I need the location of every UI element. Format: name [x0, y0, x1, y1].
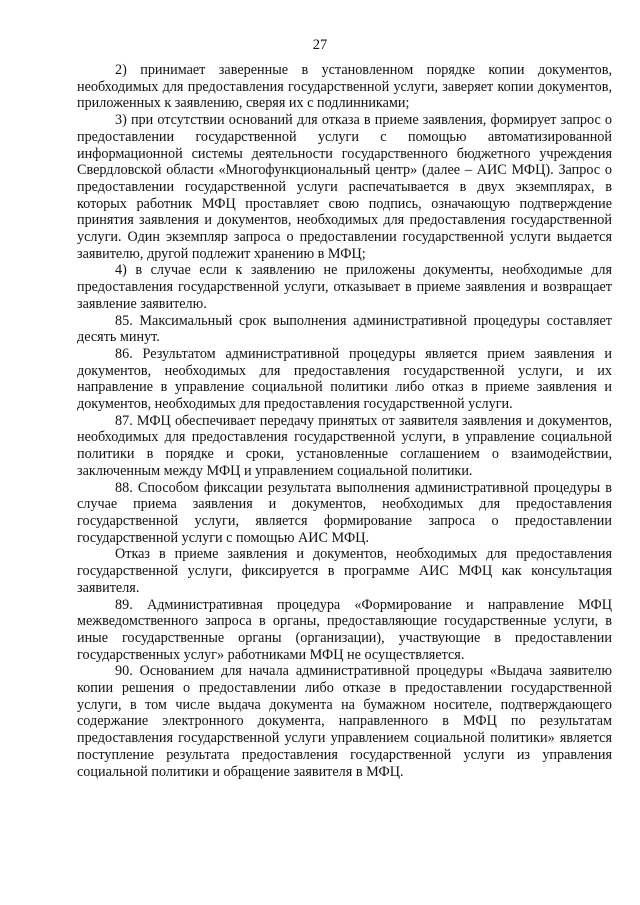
paragraph-90: 90. Основанием для начала административной процедуры «Выдача заявителю копии решения о предоставлении либо отказе в предоставлении государственной услуги, в том числе выдача документа на бумажном носителе, подтверждающего содержание электронного документа, направленного в МФЦ по результатам предоставления государственной услуги управлением социальной политики» является поступление результата предоставления государственной услуги из управления социальной политики и обращение заявителя в МФЦ.: [77, 663, 612, 780]
paragraph-85: 85. Максимальный срок выполнения административной процедуры составляет десять минут.: [77, 312, 612, 346]
page-number: 27: [312, 37, 328, 53]
paragraph-item-3: 3) при отсутствии оснований для отказа в приеме заявления, формирует запрос о предоставлении государственной услуги с помощью автоматизированной информационной системы деятельности государственного бюджетного учреждения Свердловской области «Многофункциональный центр» (далее – АИС МФЦ). Запрос о предоставлении государственной услуги распечатывается в двух экземплярах, в которых работник МФЦ проставляет свою подпись, означающую подтверждение принятия заявления и документов, необходимых для предоставления государственной услуги. Один экземпляр запроса о предоставлении государственной услуги выдается заявителю, другой подлежит хранению в МФЦ;: [77, 112, 612, 262]
paragraph-88: 88. Способом фиксации результата выполнения административной процедуры в случае приема заявления и документов, необходимых для предоставления государственной услуги, является формирование запроса о предоставлении государственной услуги с помощью АИС МФЦ.: [77, 479, 612, 546]
paragraph-item-2: 2) принимает заверенные в установленном порядке копии документов, необходимых для предоставления государственной услуги, заверяет копии документов, приложенных к заявлению, сверяя их с подлинниками;: [77, 62, 612, 112]
paragraph-86: 86. Результатом административной процедуры является прием заявления и документов, необходимых для предоставления государственной услуги, и их направление в управление социальной политики либо отказ в приеме заявления и документов, необходимых для предоставления государственной услуги.: [77, 345, 612, 413]
paragraph-88-refusal: Отказ в приеме заявления и документов, необходимых для предоставления государственной услуги, фиксируется в программе АИС МФЦ как консультация заявителя.: [77, 546, 612, 596]
paragraph-87: 87. МФЦ обеспечивает передачу принятых от заявителя заявления и документов, необходимых для предоставления государственной услуги, в управление социальной политики в порядке и сроки, установленные соглашением о взаимодействии, заключенным между МФЦ и управлением социальной политики.: [77, 412, 612, 479]
paragraph-item-4: 4) в случае если к заявлению не приложены документы, необходимые для предоставления государственной услуги, отказывает в приеме заявления и возвращает заявление заявителю.: [77, 262, 612, 312]
paragraph-89: 89. Административная процедура «Формирование и направление МФЦ межведомственного запроса в органы, предоставляющие государственные услуги, в иные государственные органы (организации), участвующие в предоставлении государственных услуг» работниками МФЦ не осуществляется.: [77, 596, 612, 663]
document-body: [77, 62, 612, 780]
